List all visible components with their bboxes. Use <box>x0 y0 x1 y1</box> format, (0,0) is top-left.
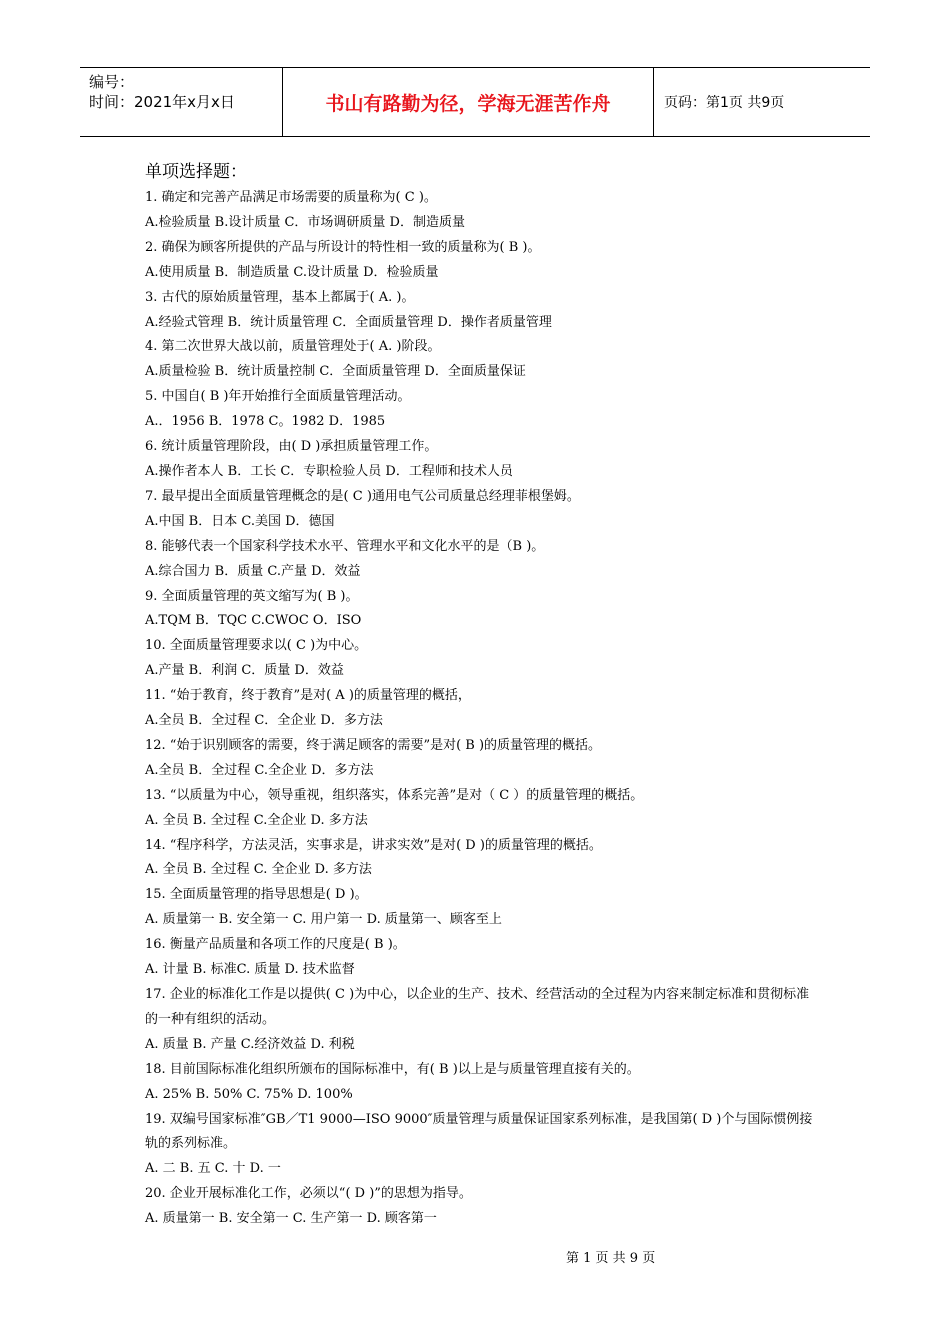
header-page-info: 页码：第1页 共9页 <box>664 95 785 111</box>
page-footer: 第 1 页 共 9 页 <box>566 1251 656 1266</box>
question-list <box>145 160 815 1232</box>
answer-options: A. 二 B. 五 C. 十 D. 一 <box>145 1161 281 1177</box>
question-text: 6. 统计质量管理阶段，由( D )承担质量管理工作。 <box>145 439 438 455</box>
question-lines <box>145 186 815 1232</box>
answer-options: A.经验式管理 B．统计质量管理 C．全面质量管理 D．操作者质量管理 <box>145 314 552 330</box>
answer-options: A.中国 B．日本 C.美国 D．德国 <box>145 513 335 529</box>
answer-options: A.TQM B．TQC C.CWOC O．ISO <box>145 613 362 629</box>
question-text: 15. 全面质量管理的指导思想是( D )。 <box>145 887 368 903</box>
answer-options: A.．1956 B．1978 C。1982 D．1985 <box>145 414 386 430</box>
question-text: 5. 中国自( B )年开始推行全面质量管理活动。 <box>145 389 411 405</box>
answer-options: A.综合国力 B．质量 C.产量 D．效益 <box>145 563 361 579</box>
question-text: 9. 全面质量管理的英文缩写为( B )。 <box>145 588 359 604</box>
answer-options: A. 计量 B. 标准C. 质量 D. 技术监督 <box>145 962 355 978</box>
question-text: 3. 古代的原始质量管理，基本上都属于( A. )。 <box>145 289 415 305</box>
page-header <box>80 67 870 137</box>
answer-options: A.全员 B．全过程 C.全企业 D．多方法 <box>145 762 374 778</box>
question-text: 1. 确定和完善产品满足市场需要的质量称为( C )。 <box>145 190 437 205</box>
question-text: 16. 衡量产品质量和各项工作的尺度是( B )。 <box>145 937 406 953</box>
answer-options: A. 全员 B. 全过程 C.全企业 D. 多方法 <box>145 812 368 828</box>
question-text: 20. 企业开展标准化工作，必须以“( D )”的思想为指导。 <box>145 1186 472 1202</box>
answer-options: A.检验质量 B.设计质量 C．市场调研质量 D．制造质量 <box>145 214 465 230</box>
question-text: 12. “始于识别顾客的需要，终于满足顾客的需要”是对( B )的质量管理的概括。 <box>145 737 602 753</box>
question-text: 11. “始于教育，终于教育”是对( A )的质量管理的概括， <box>145 688 471 704</box>
question-text: 18. 目前国际标准化组织所颁布的国际标准中，有( B )以上是与质量管理直接有关的。 <box>145 1061 640 1077</box>
section-title: 单项选择题： <box>145 162 247 182</box>
answer-options: A. 25% B. 50% C. 75% D. 100% <box>145 1086 353 1102</box>
document-date: 时间：2021年x月x日 <box>89 93 235 111</box>
header-meta <box>80 68 282 136</box>
answer-options: A. 质量第一 B. 安全第一 C. 生产第一 D. 顾客第一 <box>145 1211 437 1227</box>
answer-options: A.质量检验 B．统计质量控制 C．全面质量管理 D．全面质量保证 <box>145 364 526 380</box>
question-text: 4. 第二次世界大战以前，质量管理处于( A. )阶段。 <box>145 339 441 355</box>
question-text: 2. 确保为顾客所提供的产品与所设计的特性相一致的质量称为( B )。 <box>145 239 541 255</box>
question-text: 10. 全面质量管理要求以( C )为中心。 <box>145 638 368 654</box>
question-text: 19. 双编号国家标准″GB／T1 9000—ISO 9000″质量管理与质量保证国家系列标准，是我国第( D )个与国际惯例接轨的系列标准。 <box>145 1111 813 1152</box>
answer-options: A. 全员 B. 全过程 C. 全企业 D. 多方法 <box>145 862 372 878</box>
answer-options: A.操作者本人 B．工长 C．专职检验人员 D．工程师和技术人员 <box>145 463 513 479</box>
document-number: 编号： <box>89 73 135 91</box>
answer-options: A.使用质量 B．制造质量 C.设计质量 D．检验质量 <box>145 264 439 280</box>
answer-options: A. 质量 B. 产量 C.经济效益 D. 利税 <box>145 1036 355 1052</box>
question-text: 17. 企业的标准化工作是以提供( C )为中心，以企业的生产、技术、经营活动的全过程为内容来制定标准和贯彻标准的一种有组织的活动。 <box>145 987 810 1027</box>
question-text: 14. “程序科学，方法灵活，实事求是，讲求实效”是对( D )的质量管理的概括。 <box>145 837 602 853</box>
answer-options: A.产量 B．利润 C．质量 D．效益 <box>145 663 344 679</box>
question-text: 8. 能够代表一个国家科学技术水平、管理水平和文化水平的是（B )。 <box>145 538 545 554</box>
answer-options: A. 质量第一 B. 安全第一 C. 用户第一 D. 质量第一、顾客至上 <box>145 912 502 928</box>
answer-options: A.全员 B．全过程 C．全企业 D．多方法 <box>145 713 383 729</box>
question-text: 7. 最早提出全面质量管理概念的是( C )通用电气公司质量总经理菲根堡姆。 <box>145 488 580 504</box>
question-text: 13. “以质量为中心，领导重视，组织落实，体系完善”是对（ C ）的质量管理的概括。 <box>145 787 644 803</box>
header-motto: 书山有路勤为径，学海无涯苦作舟 <box>282 68 654 136</box>
